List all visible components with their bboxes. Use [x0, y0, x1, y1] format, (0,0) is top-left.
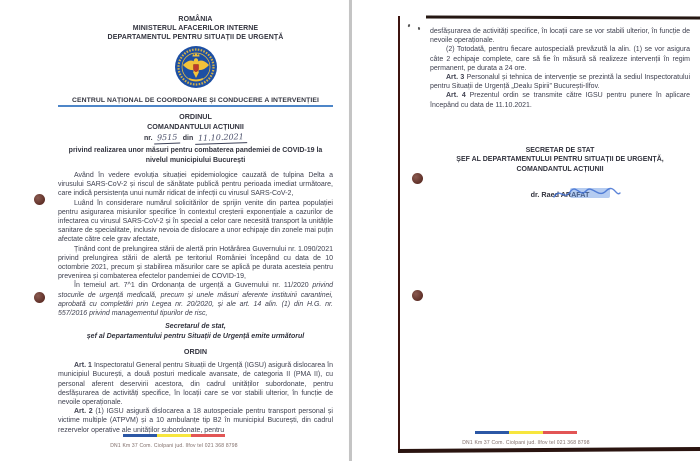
article-1-label: Art. 1 [74, 362, 92, 370]
footer-address: DN1 Km 37 Com. Ciolpani jud. Ilfov tel 021 368 8798 [110, 443, 238, 449]
signature-block [430, 146, 690, 175]
page-1-content [0, 0, 348, 435]
scan-edge-bottom [398, 447, 700, 453]
punch-hole [412, 290, 423, 301]
dsu-emblem-logo [58, 45, 333, 94]
preamble-paragraph-1: Având în vedere evoluția situației epidemiologice cauzată de tulpina Delta a virusului SARS-CoV-2 și riscul de sănătate publică pentru perioada imediat următoare, care indică persistența unui număr ridicat de infecții cu virusul SARS-CoV-2, [58, 172, 333, 198]
header-department: DEPARTAMENTUL PENTRU SITUAȚII DE URGENȚĂ [107, 34, 284, 41]
eagle-emblem-icon [174, 45, 218, 89]
signature-title-2: ȘEF AL DEPARTAMENTULUI PENTRU SITUAȚII DE URGENȚĂ, [456, 156, 664, 164]
preamble-paragraph-2: Luând în considerare numărul solicitărilor de sprijin venite din partea populației pentru asigurarea misiunilor specifice în contextul creșterii exponențiale a cazurilor de infectarea cu virusul SARS-CoV-2 și în special a celor care necesită transport la unitățile sanitare de specialitate, inclusiv nevoia de dislocare a unor echipaje din zonele mai puțin afectate către cele grav afectate, [58, 199, 333, 244]
order-subtitle: COMANDANTULUI ACȚIUNII [147, 121, 244, 131]
preamble-paragraph-3: Ținând cont de prelungirea stării de alertă prin Hotărârea Guvernului nr. 1.090/2021 privind prelungirea stării de alertă pe teritoriul României începând cu data de 10 octombrie 2021, precum și stabilirea măsurilor care se aplică pe durata acesteia pentru prevenirea și combaterea efectelor pandemiei de COVID-19, [58, 245, 333, 281]
article-4-text: Prezentul ordin se transmite către IGSU pentru punere în aplicare începând cu data de 11.10.2021. [430, 92, 690, 109]
signature-title-3: COMANDANTUL ACȚIUNII [516, 165, 604, 173]
punch-hole [34, 194, 45, 205]
punch-hole [412, 173, 423, 184]
article-2-continuation: desfășurarea de activități specifice, în locații care se vor stabili ulterior, în funcție de nevoile operaționale. [430, 28, 690, 45]
footer-address: DN1 Km 37 Com. Ciolpani jud. Ilfov tel 021 368 8798 [462, 440, 590, 446]
blue-divider-rule [58, 105, 333, 107]
signature-scribble-icon [552, 185, 622, 203]
issuer-block [58, 322, 333, 341]
order-number-handwritten: 9515 [154, 132, 181, 145]
article-4 [430, 91, 690, 109]
din-label: din [182, 135, 194, 142]
issuer-line-2: șef al Departamentului pentru Situații de Urgență emite următorul [86, 332, 305, 340]
article-2-label: Art. 2 [74, 408, 93, 416]
page-1-footer [0, 424, 348, 449]
page-2 [352, 0, 700, 461]
romanian-flag-line [123, 434, 225, 437]
article-3 [430, 73, 690, 91]
signature-name-row [430, 190, 690, 199]
page-2-content [352, 0, 700, 199]
temei-normal: În temeiul art. 7^1 din Ordonanța de urgență a Guvernului nr. 11/2020 [74, 282, 309, 290]
page-1 [0, 0, 348, 461]
nr-label: nr. [143, 135, 153, 142]
preamble-paragraph-4 [58, 281, 333, 318]
national-center-title: CENTRUL NAȚIONAL DE COORDONARE ȘI CONDUCERE A INTERVENȚIEI [72, 97, 319, 104]
article-1-text: Inspectoratul General pentru Situații de Urgență (IGSU) asigură dislocarea în municipiul București, a două posturi medicale avansate, de categoria II (PMA II), cu personal aferent deservirii acestora, din cadrul unităților subordonate, pentru desfășurarea de activități specifice, în locații care se vor stabili ulterior, în funcție de nevoile operaționale. [58, 362, 333, 407]
header-ministry: MINISTERUL AFACERILOR INTERNE [132, 25, 259, 32]
article-3-label: Art. 3 [446, 74, 465, 82]
article-1 [58, 361, 333, 407]
ordin-heading: ORDIN [183, 347, 208, 357]
order-date-handwritten: 11.10.2021 [195, 131, 247, 145]
order-subject: privind realizarea unor măsuri pentru combaterea pandemiei de COVID-19 la nivelul municipiului București [68, 147, 323, 164]
temei-italic: privind stocurile de urgență medicală, precum și unele măsuri aferente instituirii carantinei, aprobată cu completări prin Legea nr. 20/2020, și ale art. 14 alin. (1) din H.G. nr. 557/2016 privind managementul tipurilor de risc, [58, 282, 333, 318]
order-title: ORDINUL [179, 112, 212, 121]
page-2-footer [352, 421, 700, 446]
order-number-line [58, 132, 333, 144]
romanian-flag-line [475, 431, 577, 434]
header-romania: ROMÂNIA [178, 16, 213, 23]
article-2-text: (1) IGSU asigură dislocarea a 18 autospeciale pentru transport personal și victime multiple (ATPVM) și a 10 ambulanțe tip B2 în municipiul București, din cadrul rezervelor operative ale unităților subordonate, pentru [58, 408, 333, 434]
punch-hole [34, 292, 45, 303]
article-3-text: Personalul și tehnica de intervenție se prezintă la sediul Inspectoratului pentru Situații de Urgență „Dealu Spirii” București-Ilfov. [430, 74, 690, 91]
signatory-name: dr. Raed ARAFAT [530, 190, 590, 200]
article-4-label: Art. 4 [446, 92, 466, 100]
signature-title-1: SECRETAR DE STAT [525, 146, 595, 154]
issuer-line-1: Secretarul de stat, [165, 323, 226, 331]
article-2-alin-2: (2) Totodată, pentru fiecare autospecială prevăzută la alin. (1) se vor asigura câte 2 echipaje complete, care să fie în măsură să realizeze intervenții în regim permanent, pe durata a 24 ore. [430, 46, 690, 72]
ministry-header [58, 15, 333, 42]
